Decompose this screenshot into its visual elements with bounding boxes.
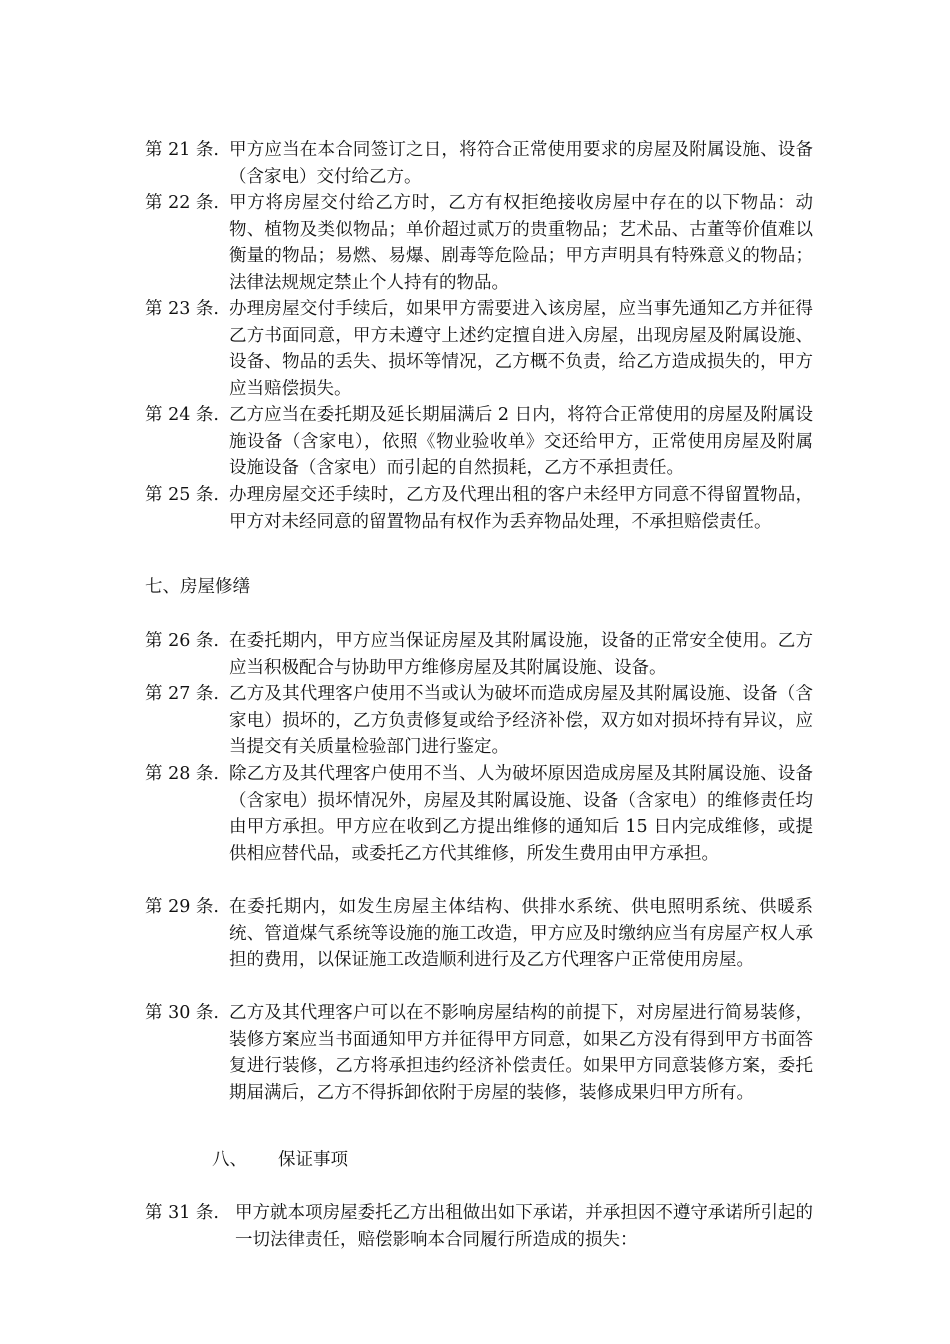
article-31 xyxy=(145,1200,813,1253)
article-number: 第 23 条. xyxy=(145,299,219,319)
article-number: 第 31 条. xyxy=(145,1203,219,1223)
article-text: 在委托期内，甲方应当保证房屋及其附属设施，设备的正常安全使用。乙方应当积极配合与协助甲方维修房屋及其附属设施、设备。 xyxy=(229,631,813,678)
article-text: 乙方应当在委托期及延长期届满后 2 日内，将符合正常使用的房屋及附属设施设备（含家电），依照《物业验收单》交还给甲方，正常使用房屋及附属设施设备（含家电）而引起的自然损耗，乙方不承担责任。 xyxy=(229,405,813,479)
article-number: 第 22 条. xyxy=(145,193,219,213)
article-number: 第 27 条. xyxy=(145,684,219,704)
article-number: 第 29 条. xyxy=(145,897,219,917)
article-30 xyxy=(145,1000,813,1106)
article-text: 甲方就本项房屋委托乙方出租做出如下承诺，并承担因不遵守承诺所引起的一切法律责任，赔偿影响本合同履行所造成的损失： xyxy=(235,1203,813,1250)
article-text: 在委托期内，如发生房屋主体结构、供排水系统、供电照明系统、供暖系统、管道煤气系统等设施的施工改造，甲方应及时缴纳应当有房屋产权人承担的费用，以保证施工改造顺利进行及乙方代理客户正常使用房屋。 xyxy=(229,897,813,971)
section-7-heading: 七、房屋修缮 xyxy=(145,577,250,597)
article-text: 乙方及其代理客户使用不当或认为破坏而造成房屋及其附属设施、设备（含家电）损坏的，乙方负责修复或给予经济补偿，双方如对损坏持有异议，应当提交有关质量检验部门进行鉴定。 xyxy=(229,684,813,758)
article-23 xyxy=(145,296,813,402)
article-27 xyxy=(145,681,813,761)
article-text: 甲方应当在本合同签订之日，将符合正常使用要求的房屋及附属设施、设备（含家电）交付给乙方。 xyxy=(229,140,813,187)
section-8-number: 八、 xyxy=(212,1150,247,1170)
article-text: 办理房屋交还手续时，乙方及代理出租的客户未经甲方同意不得留置物品，甲方对未经同意的留置物品有权作为丢弃物品处理，不承担赔偿责任。 xyxy=(229,485,813,532)
article-number: 第 24 条. xyxy=(145,405,219,425)
article-text: 乙方及其代理客户可以在不影响房屋结构的前提下，对房屋进行简易装修，装修方案应当书面通知甲方并征得甲方同意，如果乙方没有得到甲方书面答复进行装修，乙方将承担违约经济补偿责任。如果甲方同意装修方案，委托期届满后，乙方不得拆卸依附于房屋的装修，装修成果归甲方所有。 xyxy=(229,1003,813,1103)
article-number: 第 26 条. xyxy=(145,631,219,651)
article-29 xyxy=(145,894,813,974)
article-text: 办理房屋交付手续后，如果甲方需要进入该房屋，应当事先通知乙方并征得乙方书面同意，甲方未遵守上述约定擅自进入房屋，出现房屋及附属设施、设备、物品的丢失、损坏等情况，乙方概不负责，给乙方造成损失的，甲方应当赔偿损失。 xyxy=(229,299,813,399)
article-24 xyxy=(145,402,813,482)
article-number: 第 21 条. xyxy=(145,140,219,160)
section-8-title: 保证事项 xyxy=(278,1150,348,1170)
article-text: 除乙方及其代理客户使用不当、人为破坏原因造成房屋及其附属设施、设备（含家电）损坏情况外，房屋及其附属设施、设备（含家电）的维修责任均由甲方承担。甲方应在收到乙方提出维修的通知后 15 日内完成维修，或提供相应替代品，或委托乙方代其维修，所发生费用由甲方承担。 xyxy=(229,764,813,864)
article-22 xyxy=(145,190,813,296)
article-28 xyxy=(145,761,813,867)
article-21 xyxy=(145,137,813,190)
article-25 xyxy=(145,482,813,535)
article-text: 甲方将房屋交付给乙方时，乙方有权拒绝接收房屋中存在的以下物品：动物、植物及类似物品；单价超过贰万的贵重物品；艺术品、古董等价值难以衡量的物品；易燃、易爆、剧毒等危险品；甲方声明具有特殊意义的物品；法律法规规定禁止个人持有的物品。 xyxy=(229,193,813,293)
article-26 xyxy=(145,628,813,681)
article-number: 第 28 条. xyxy=(145,764,219,784)
article-number: 第 30 条. xyxy=(145,1003,219,1023)
article-number: 第 25 条. xyxy=(145,485,219,505)
